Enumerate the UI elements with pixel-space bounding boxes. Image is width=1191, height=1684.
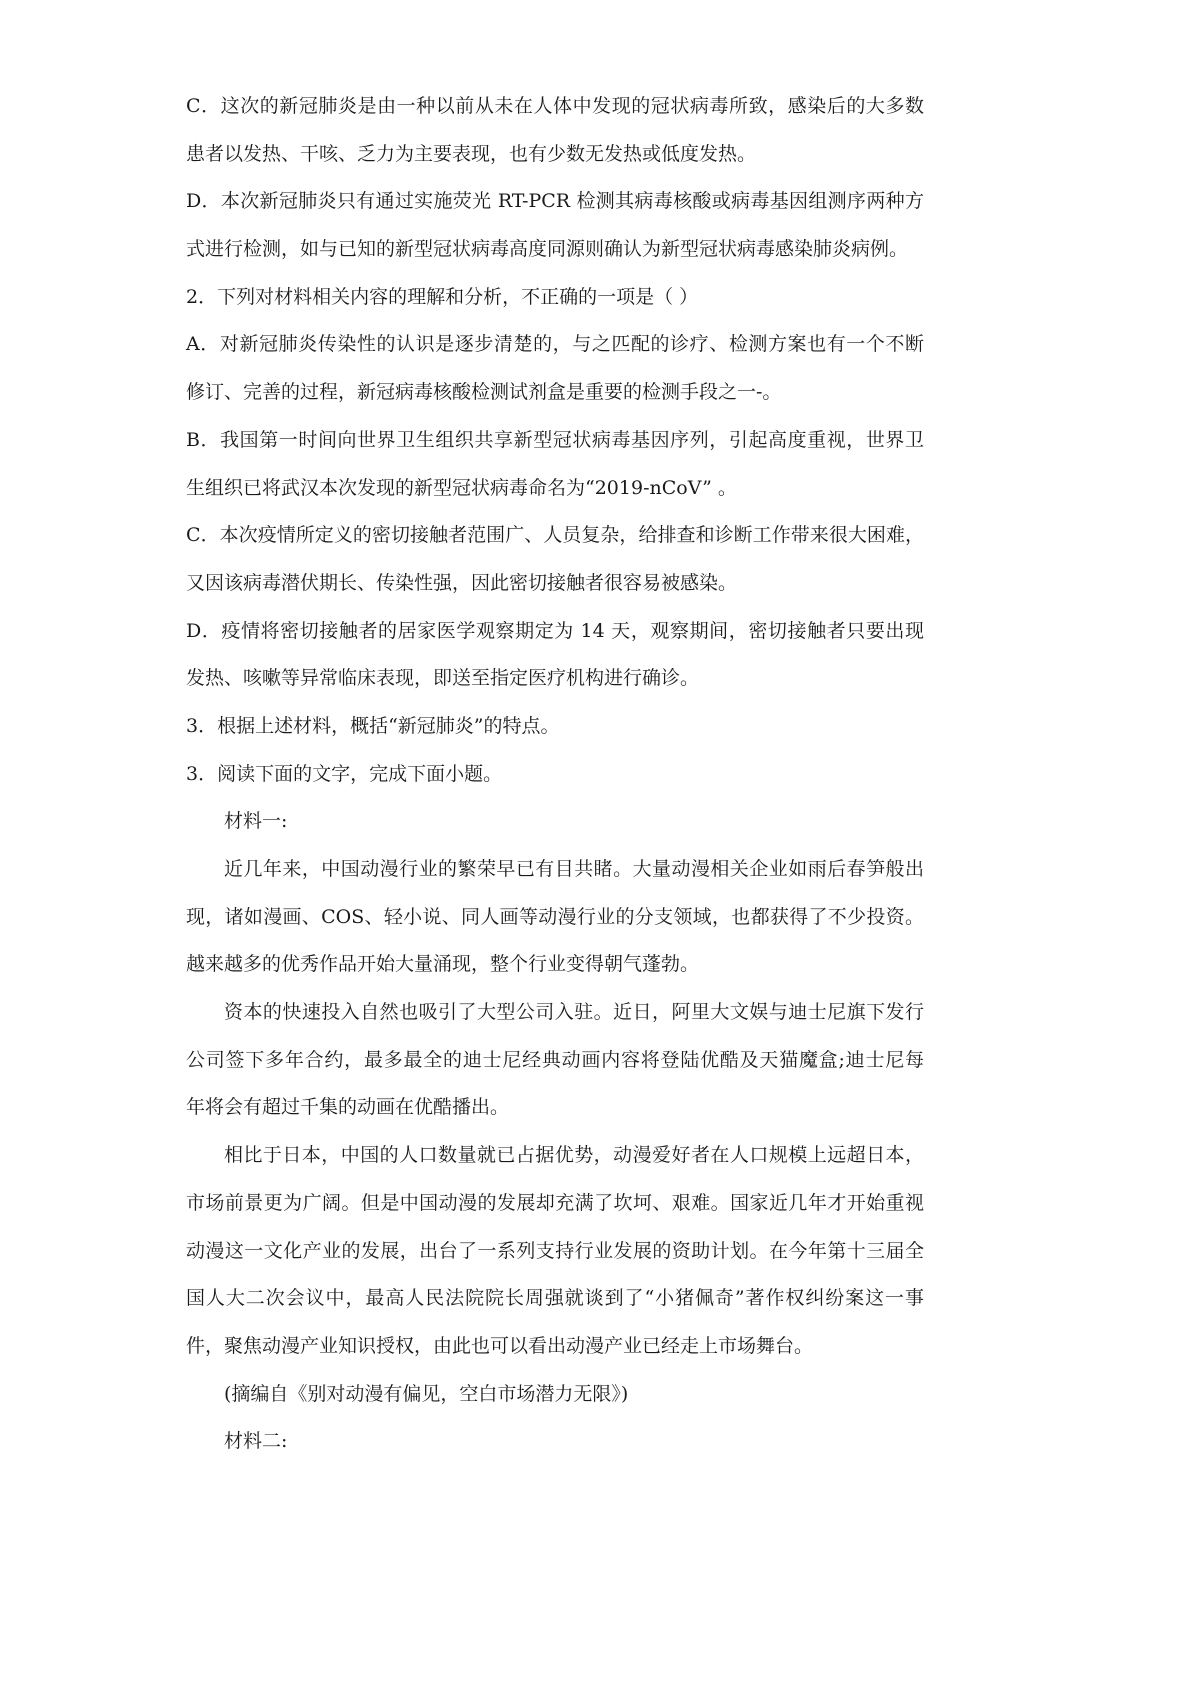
text-line: 现，诸如漫画、COS、轻小说、同人画等动漫行业的分支领域，也都获得了不少投资。 — [186, 905, 924, 928]
text-line: C．本次疫情所定义的密切接触者范围广、人员复杂，给排查和诊断工作带来很大困难， — [186, 524, 924, 547]
text-line: 生组织已将武汉本次发现的新型冠状病毒命名为“2019-nCoV” 。 — [186, 476, 737, 499]
q2-option-c — [186, 512, 924, 607]
question-3-stem — [186, 703, 924, 751]
material-1-paragraph-2 — [186, 989, 924, 1132]
text-line: 年将会有超过千集的动画在优酷播出。 — [186, 1096, 510, 1119]
text-line: 国人大二次会议中，最高人民法院院长周强就谈到了“小猪佩奇”著作权纠纷案这一事 — [186, 1287, 924, 1310]
q2-option-d — [186, 608, 924, 703]
text-line: 2．下列对材料相关内容的理解和分析，不正确的一项是（ ） — [186, 285, 699, 308]
text-line: B．我国第一时间向世界卫生组织共享新型冠状病毒基因序列，引起高度重视，世界卫 — [186, 428, 924, 451]
text-line: 又因该病毒潜伏期长、传染性强，因此密切接触者很容易被感染。 — [186, 571, 738, 594]
text-line: 件，聚焦动漫产业知识授权，由此也可以看出动漫产业已经走上市场舞台。 — [186, 1334, 814, 1357]
reading-instruction — [186, 751, 924, 799]
text-line: 3．阅读下面的文字，完成下面小题。 — [186, 762, 503, 785]
text-line: C．这次的新冠肺炎是由一种以前从未在人体中发现的冠状病毒所致，感染后的大多数 — [186, 95, 924, 117]
text-line: 公司签下多年合约，最多最全的迪士尼经典动画内容将登陆优酷及天猫魔盒;迪士尼每 — [186, 1048, 924, 1071]
q1-option-c — [186, 83, 924, 178]
text-line: 3．根据上述材料，概括“新冠肺炎”的特点。 — [186, 714, 560, 737]
text-line: 式进行检测，如与已知的新型冠状病毒高度同源则确认为新型冠状病毒感染肺炎病例。 — [186, 238, 909, 261]
text-line: 材料一: — [224, 810, 288, 833]
text-line: 材料二: — [224, 1430, 288, 1453]
text-line: (摘编自《别对动漫有偏见，空白市场潜力无限》) — [224, 1382, 629, 1405]
material-2-heading — [186, 1418, 924, 1466]
document-body — [186, 83, 924, 1466]
q1-option-d — [186, 178, 924, 273]
text-line: 患者以发热、干咳、乏力为主要表现，也有少数无发热或低度发热。 — [186, 142, 757, 165]
question-2-stem — [186, 274, 924, 322]
text-line: 动漫这一文化产业的发展，出台了一系列支持行业发展的资助计划。在今年第十三届全 — [186, 1239, 924, 1262]
text-line: 越来越多的优秀作品开始大量涌现，整个行业变得朝气蓬勃。 — [186, 953, 700, 976]
text-line: D．本次新冠肺炎只有通过实施荧光 RT-PCR 检测其病毒核酸或病毒基因组测序两种方 — [186, 190, 924, 213]
material-1-paragraph-3 — [186, 1132, 924, 1370]
material-1-source — [186, 1371, 924, 1419]
text-line: 相比于日本，中国的人口数量就已占据优势，动漫爱好者在人口规模上远超日本， — [224, 1144, 924, 1167]
text-line: 近几年来，中国动漫行业的繁荣早已有目共睹。大量动漫相关企业如雨后春笋般出 — [224, 858, 924, 880]
text-line: 市场前景更为广阔。但是中国动漫的发展却充满了坎坷、艰难。国家近几年才开始重视 — [186, 1191, 924, 1214]
text-line: D．疫情将密切接触者的居家医学观察期定为 14 天，观察期间，密切接触者只要出现 — [186, 619, 924, 642]
q2-option-b — [186, 417, 924, 512]
material-1-heading — [186, 798, 924, 846]
text-line: A．对新冠肺炎传染性的认识是逐步清楚的，与之匹配的诊疗、检测方案也有一个不断 — [186, 333, 924, 356]
material-1-paragraph-1 — [186, 846, 924, 989]
text-line: 发热、咳嗽等异常临床表现，即送至指定医疗机构进行确诊。 — [186, 667, 700, 690]
q2-option-a — [186, 321, 924, 416]
text-line: 资本的快速投入自然也吸引了大型公司入驻。近日，阿里大文娱与迪士尼旗下发行 — [224, 1001, 924, 1024]
text-line: 修订、完善的过程，新冠病毒核酸检测试剂盒是重要的检测手段之一-。 — [186, 381, 782, 404]
